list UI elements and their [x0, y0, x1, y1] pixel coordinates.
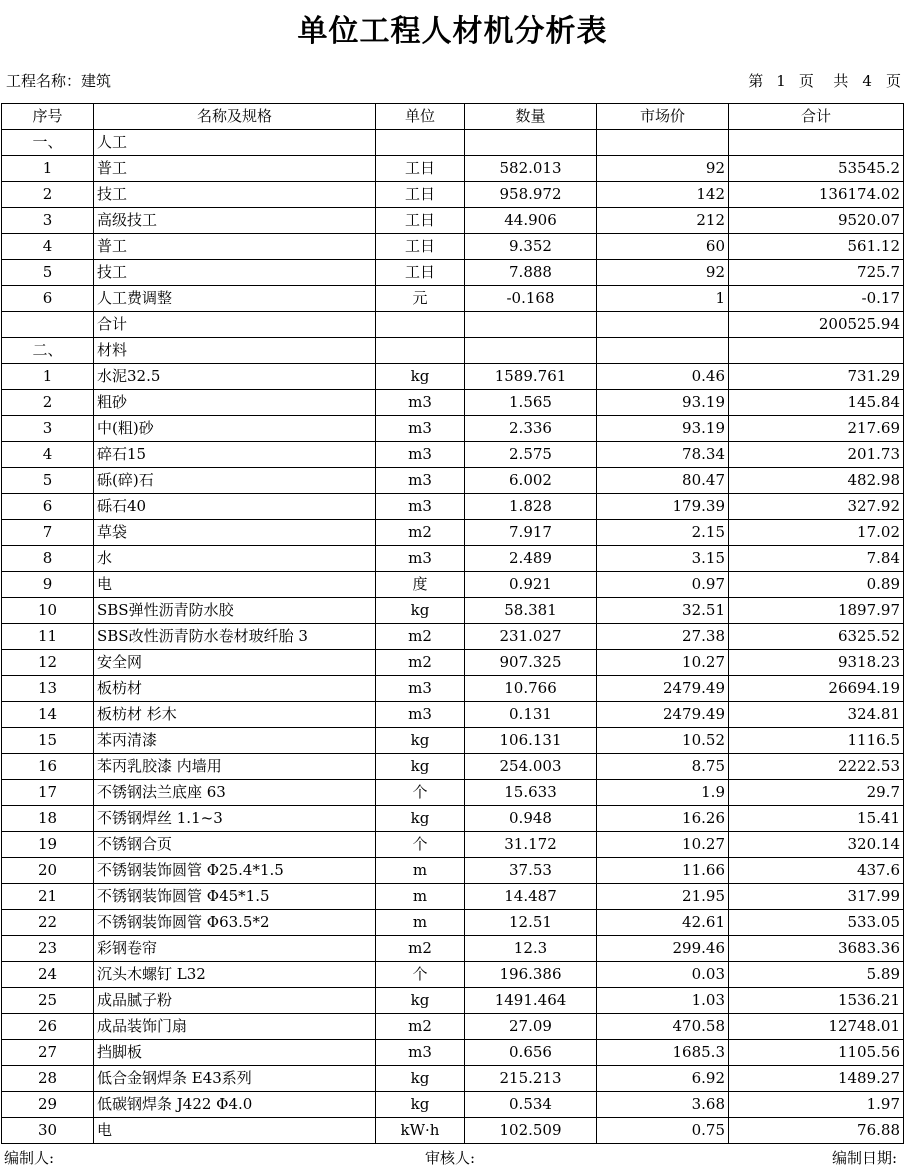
page-ye2: 页 [885, 72, 901, 90]
cell-seq: 3 [2, 208, 94, 234]
cell-name: 板枋材 杉木 [94, 702, 376, 728]
cell-price: 42.61 [597, 910, 729, 936]
table-row [2, 364, 904, 390]
table-row [2, 234, 904, 260]
cell-name: 材料 [94, 338, 376, 364]
cell-qty: 0.948 [465, 806, 597, 832]
cell-name: 草袋 [94, 520, 376, 546]
cell-unit: kg [376, 1092, 465, 1118]
cell-name: 彩钢卷帘 [94, 936, 376, 962]
cell-seq: 18 [2, 806, 94, 832]
cell-name: SBS改性沥青防水卷材玻纤胎 3 [94, 624, 376, 650]
cell-seq: 16 [2, 754, 94, 780]
cell-seq: 10 [2, 598, 94, 624]
cell-qty: 106.131 [465, 728, 597, 754]
col-header-qty: 数量 [465, 104, 597, 130]
cell-unit: kg [376, 364, 465, 390]
cell-price: 1.03 [597, 988, 729, 1014]
table-row [2, 1014, 904, 1040]
cell-total: 324.81 [729, 702, 904, 728]
cell-seq: 4 [2, 234, 94, 260]
cell-price: 6.92 [597, 1066, 729, 1092]
table-row [2, 832, 904, 858]
cell-seq: 24 [2, 962, 94, 988]
cell-unit: kg [376, 806, 465, 832]
cell-qty: 15.633 [465, 780, 597, 806]
table-row [2, 442, 904, 468]
cell-total: 12748.01 [729, 1014, 904, 1040]
cell-price: 0.46 [597, 364, 729, 390]
table-row [2, 416, 904, 442]
table-row [2, 676, 904, 702]
cell-total: 136174.02 [729, 182, 904, 208]
cell-qty: 0.921 [465, 572, 597, 598]
cell-total: 482.98 [729, 468, 904, 494]
cell-name: 高级技工 [94, 208, 376, 234]
cell-name: 粗砂 [94, 390, 376, 416]
cell-unit: m3 [376, 468, 465, 494]
cell-total: 15.41 [729, 806, 904, 832]
cell-name: SBS弹性沥青防水胶 [94, 598, 376, 624]
cell-unit: m3 [376, 702, 465, 728]
table-row [2, 728, 904, 754]
cell-name: 苯丙清漆 [94, 728, 376, 754]
cell-seq: 19 [2, 832, 94, 858]
cell-qty: 0.131 [465, 702, 597, 728]
cell-qty: 2.489 [465, 546, 597, 572]
cell-qty: 254.003 [465, 754, 597, 780]
table-row [2, 858, 904, 884]
cell-unit: kW·h [376, 1118, 465, 1144]
cell-seq: 2 [2, 390, 94, 416]
table-row [2, 494, 904, 520]
cell-total: 1.97 [729, 1092, 904, 1118]
cell-total: 437.6 [729, 858, 904, 884]
cell-unit: 工日 [376, 182, 465, 208]
cell-qty [465, 338, 597, 364]
cell-unit: kg [376, 598, 465, 624]
cell-name: 苯丙乳胶漆 内墙用 [94, 754, 376, 780]
cell-qty [465, 312, 597, 338]
cell-total: 731.29 [729, 364, 904, 390]
cell-price: 92 [597, 156, 729, 182]
table-row [2, 598, 904, 624]
cell-unit: m [376, 884, 465, 910]
cell-seq: 4 [2, 442, 94, 468]
cell-qty: 7.917 [465, 520, 597, 546]
table-row [2, 546, 904, 572]
cell-unit: m2 [376, 650, 465, 676]
cell-price: 142 [597, 182, 729, 208]
cell-seq: 5 [2, 260, 94, 286]
cell-price: 60 [597, 234, 729, 260]
cell-qty: 44.906 [465, 208, 597, 234]
cell-seq: 29 [2, 1092, 94, 1118]
cell-price: 1685.3 [597, 1040, 729, 1066]
cell-seq: 8 [2, 546, 94, 572]
cell-seq: 23 [2, 936, 94, 962]
cell-unit: kg [376, 1066, 465, 1092]
cell-unit: m [376, 910, 465, 936]
cell-qty: 215.213 [465, 1066, 597, 1092]
cell-unit: 工日 [376, 260, 465, 286]
cell-unit: m3 [376, 546, 465, 572]
cell-total: 76.88 [729, 1118, 904, 1144]
cell-total: 1536.21 [729, 988, 904, 1014]
cell-qty: 37.53 [465, 858, 597, 884]
cell-qty: 907.325 [465, 650, 597, 676]
cell-total: 145.84 [729, 390, 904, 416]
page-total: 4 [862, 72, 872, 90]
cell-qty: 12.51 [465, 910, 597, 936]
cell-seq: 5 [2, 468, 94, 494]
cell-name: 成品腻子粉 [94, 988, 376, 1014]
cell-name: 不锈钢装饰圆管 Φ63.5*2 [94, 910, 376, 936]
cell-price: 27.38 [597, 624, 729, 650]
cell-price: 78.34 [597, 442, 729, 468]
cell-price: 1 [597, 286, 729, 312]
cell-qty: -0.168 [465, 286, 597, 312]
cell-price: 21.95 [597, 884, 729, 910]
cell-name: 不锈钢装饰圆管 Φ25.4*1.5 [94, 858, 376, 884]
table-row [2, 208, 904, 234]
table-header-row [2, 104, 904, 130]
cell-unit: m3 [376, 416, 465, 442]
col-header-price: 市场价 [597, 104, 729, 130]
cell-price: 1.9 [597, 780, 729, 806]
cell-price: 0.75 [597, 1118, 729, 1144]
cell-name: 技工 [94, 182, 376, 208]
cell-unit: 个 [376, 832, 465, 858]
table-row [2, 1066, 904, 1092]
cell-qty: 1589.761 [465, 364, 597, 390]
cell-unit: 工日 [376, 208, 465, 234]
cell-price: 32.51 [597, 598, 729, 624]
table-row [2, 988, 904, 1014]
reviewer-label: 审核人: [425, 1149, 476, 1167]
cell-total: 53545.2 [729, 156, 904, 182]
cell-qty: 7.888 [465, 260, 597, 286]
cell-seq: 12 [2, 650, 94, 676]
cell-total: 533.05 [729, 910, 904, 936]
cell-unit: m3 [376, 676, 465, 702]
table-row [2, 468, 904, 494]
cell-total: 725.7 [729, 260, 904, 286]
cell-price [597, 312, 729, 338]
table-row [2, 936, 904, 962]
cell-price: 92 [597, 260, 729, 286]
table-row [2, 572, 904, 598]
table-row [2, 1092, 904, 1118]
cell-total: 317.99 [729, 884, 904, 910]
table-row [2, 806, 904, 832]
cell-price: 10.27 [597, 650, 729, 676]
cell-qty: 231.027 [465, 624, 597, 650]
page-indicator [748, 70, 901, 91]
cell-price: 16.26 [597, 806, 729, 832]
cell-total: 26694.19 [729, 676, 904, 702]
cell-total: 17.02 [729, 520, 904, 546]
table-row [2, 520, 904, 546]
cell-qty: 6.002 [465, 468, 597, 494]
cell-name: 碎石15 [94, 442, 376, 468]
cell-total: 1105.56 [729, 1040, 904, 1066]
analysis-table [1, 103, 904, 1144]
cell-total: 2222.53 [729, 754, 904, 780]
table-row [2, 390, 904, 416]
table-row [2, 260, 904, 286]
cell-qty: 1.565 [465, 390, 597, 416]
cell-price: 80.47 [597, 468, 729, 494]
cell-qty: 12.3 [465, 936, 597, 962]
cell-price: 299.46 [597, 936, 729, 962]
cell-name: 普工 [94, 234, 376, 260]
table-row [2, 884, 904, 910]
table-row [2, 130, 904, 156]
cell-unit [376, 130, 465, 156]
cell-name: 低碳钢焊条 J422 Φ4.0 [94, 1092, 376, 1118]
cell-name: 水泥32.5 [94, 364, 376, 390]
cell-unit: m3 [376, 390, 465, 416]
cell-name: 人工 [94, 130, 376, 156]
cell-price: 93.19 [597, 416, 729, 442]
cell-price: 3.68 [597, 1092, 729, 1118]
cell-price [597, 130, 729, 156]
cell-price: 93.19 [597, 390, 729, 416]
cell-unit: m2 [376, 520, 465, 546]
col-header-total: 合计 [729, 104, 904, 130]
page-number: 1 [776, 72, 786, 90]
cell-qty: 2.575 [465, 442, 597, 468]
cell-seq: 6 [2, 494, 94, 520]
cell-seq: 25 [2, 988, 94, 1014]
table-row [2, 702, 904, 728]
cell-name: 人工费调整 [94, 286, 376, 312]
cell-unit: kg [376, 754, 465, 780]
cell-unit: m2 [376, 624, 465, 650]
cell-qty: 58.381 [465, 598, 597, 624]
cell-total: 6325.52 [729, 624, 904, 650]
cell-unit: 工日 [376, 156, 465, 182]
cell-price: 179.39 [597, 494, 729, 520]
preparer-label: 编制人: [4, 1149, 55, 1167]
table-row [2, 754, 904, 780]
cell-name: 普工 [94, 156, 376, 182]
cell-qty: 582.013 [465, 156, 597, 182]
cell-total: 217.69 [729, 416, 904, 442]
cell-unit: kg [376, 988, 465, 1014]
cell-price: 10.52 [597, 728, 729, 754]
cell-name: 不锈钢法兰底座 63 [94, 780, 376, 806]
cell-price: 11.66 [597, 858, 729, 884]
cell-name: 挡脚板 [94, 1040, 376, 1066]
table-row [2, 650, 904, 676]
cell-total: 3683.36 [729, 936, 904, 962]
cell-qty: 10.766 [465, 676, 597, 702]
cell-unit: m2 [376, 1014, 465, 1040]
cell-name: 成品装饰门扇 [94, 1014, 376, 1040]
cell-name: 沉头木螺钉 L32 [94, 962, 376, 988]
cell-unit: m [376, 858, 465, 884]
cell-name: 低合金钢焊条 E43系列 [94, 1066, 376, 1092]
table-row [2, 338, 904, 364]
cell-unit: m3 [376, 494, 465, 520]
cell-name: 技工 [94, 260, 376, 286]
cell-price: 2479.49 [597, 676, 729, 702]
cell-qty: 9.352 [465, 234, 597, 260]
table-row [2, 156, 904, 182]
cell-qty: 31.172 [465, 832, 597, 858]
cell-price: 470.58 [597, 1014, 729, 1040]
cell-name: 砾(碎)石 [94, 468, 376, 494]
cell-unit [376, 312, 465, 338]
cell-seq: 14 [2, 702, 94, 728]
cell-qty: 27.09 [465, 1014, 597, 1040]
cell-seq [2, 312, 94, 338]
report-title: 单位工程人材机分析表 [297, 14, 608, 49]
cell-total: 200525.94 [729, 312, 904, 338]
cell-unit: 个 [376, 962, 465, 988]
table-row [2, 1040, 904, 1066]
cell-seq: 22 [2, 910, 94, 936]
cell-name: 合计 [94, 312, 376, 338]
cell-price: 2479.49 [597, 702, 729, 728]
cell-name: 中(粗)砂 [94, 416, 376, 442]
cell-total: 5.89 [729, 962, 904, 988]
cell-seq: 13 [2, 676, 94, 702]
cell-seq: 21 [2, 884, 94, 910]
cell-price: 10.27 [597, 832, 729, 858]
cell-seq: 27 [2, 1040, 94, 1066]
cell-seq: 一、 [2, 130, 94, 156]
cell-seq: 6 [2, 286, 94, 312]
cell-seq: 20 [2, 858, 94, 884]
table-row [2, 780, 904, 806]
cell-price: 212 [597, 208, 729, 234]
cell-qty: 0.656 [465, 1040, 597, 1066]
cell-name: 水 [94, 546, 376, 572]
cell-seq: 30 [2, 1118, 94, 1144]
cell-seq: 3 [2, 416, 94, 442]
cell-price: 3.15 [597, 546, 729, 572]
cell-total [729, 130, 904, 156]
cell-unit: 度 [376, 572, 465, 598]
cell-total: 561.12 [729, 234, 904, 260]
cell-seq: 15 [2, 728, 94, 754]
cell-qty: 0.534 [465, 1092, 597, 1118]
cell-qty: 196.386 [465, 962, 597, 988]
table-row [2, 624, 904, 650]
project-name: 工程名称：建筑 [6, 72, 112, 90]
page-gong: 共 [833, 72, 849, 90]
cell-seq: 26 [2, 1014, 94, 1040]
cell-seq: 1 [2, 364, 94, 390]
date-label: 编制日期: [831, 1149, 897, 1167]
table-row [2, 962, 904, 988]
cell-total: 1116.5 [729, 728, 904, 754]
table-row [2, 1118, 904, 1144]
cell-name: 安全网 [94, 650, 376, 676]
cell-seq: 17 [2, 780, 94, 806]
col-header-unit: 单位 [376, 104, 465, 130]
cell-seq: 1 [2, 156, 94, 182]
cell-unit [376, 338, 465, 364]
cell-price: 2.15 [597, 520, 729, 546]
table-row [2, 182, 904, 208]
table-row [2, 312, 904, 338]
cell-unit: m2 [376, 936, 465, 962]
cell-name: 电 [94, 572, 376, 598]
cell-total: 7.84 [729, 546, 904, 572]
cell-total: 327.92 [729, 494, 904, 520]
cell-seq: 9 [2, 572, 94, 598]
cell-price: 8.75 [597, 754, 729, 780]
col-header-name: 名称及规格 [94, 104, 376, 130]
cell-seq: 2 [2, 182, 94, 208]
cell-total: 1489.27 [729, 1066, 904, 1092]
cell-total: 1897.97 [729, 598, 904, 624]
cell-total: 9520.07 [729, 208, 904, 234]
cell-name: 不锈钢装饰圆管 Φ45*1.5 [94, 884, 376, 910]
cell-name: 板枋材 [94, 676, 376, 702]
cell-seq: 11 [2, 624, 94, 650]
cell-total: 29.7 [729, 780, 904, 806]
cell-seq: 7 [2, 520, 94, 546]
cell-total [729, 338, 904, 364]
page-ye: 页 [798, 72, 814, 90]
cell-name: 电 [94, 1118, 376, 1144]
cell-total: 320.14 [729, 832, 904, 858]
table-row [2, 910, 904, 936]
cell-total: -0.17 [729, 286, 904, 312]
cell-price: 0.03 [597, 962, 729, 988]
cell-price [597, 338, 729, 364]
cell-total: 9318.23 [729, 650, 904, 676]
cell-qty: 14.487 [465, 884, 597, 910]
cell-qty: 958.972 [465, 182, 597, 208]
cell-qty: 102.509 [465, 1118, 597, 1144]
cell-unit: 个 [376, 780, 465, 806]
cell-name: 不锈钢焊丝 1.1~3 [94, 806, 376, 832]
table-row [2, 286, 904, 312]
cell-qty: 1.828 [465, 494, 597, 520]
cell-unit: kg [376, 728, 465, 754]
cell-unit: m3 [376, 1040, 465, 1066]
cell-price: 0.97 [597, 572, 729, 598]
cell-seq: 二、 [2, 338, 94, 364]
cell-qty: 2.336 [465, 416, 597, 442]
cell-name: 砾石40 [94, 494, 376, 520]
cell-qty [465, 130, 597, 156]
cell-unit: 工日 [376, 234, 465, 260]
cell-unit: m3 [376, 442, 465, 468]
cell-total: 201.73 [729, 442, 904, 468]
page-di: 第 [748, 72, 764, 90]
cell-seq: 28 [2, 1066, 94, 1092]
col-header-seq: 序号 [2, 104, 94, 130]
cell-name: 不锈钢合页 [94, 832, 376, 858]
cell-total: 0.89 [729, 572, 904, 598]
cell-qty: 1491.464 [465, 988, 597, 1014]
cell-unit: 元 [376, 286, 465, 312]
